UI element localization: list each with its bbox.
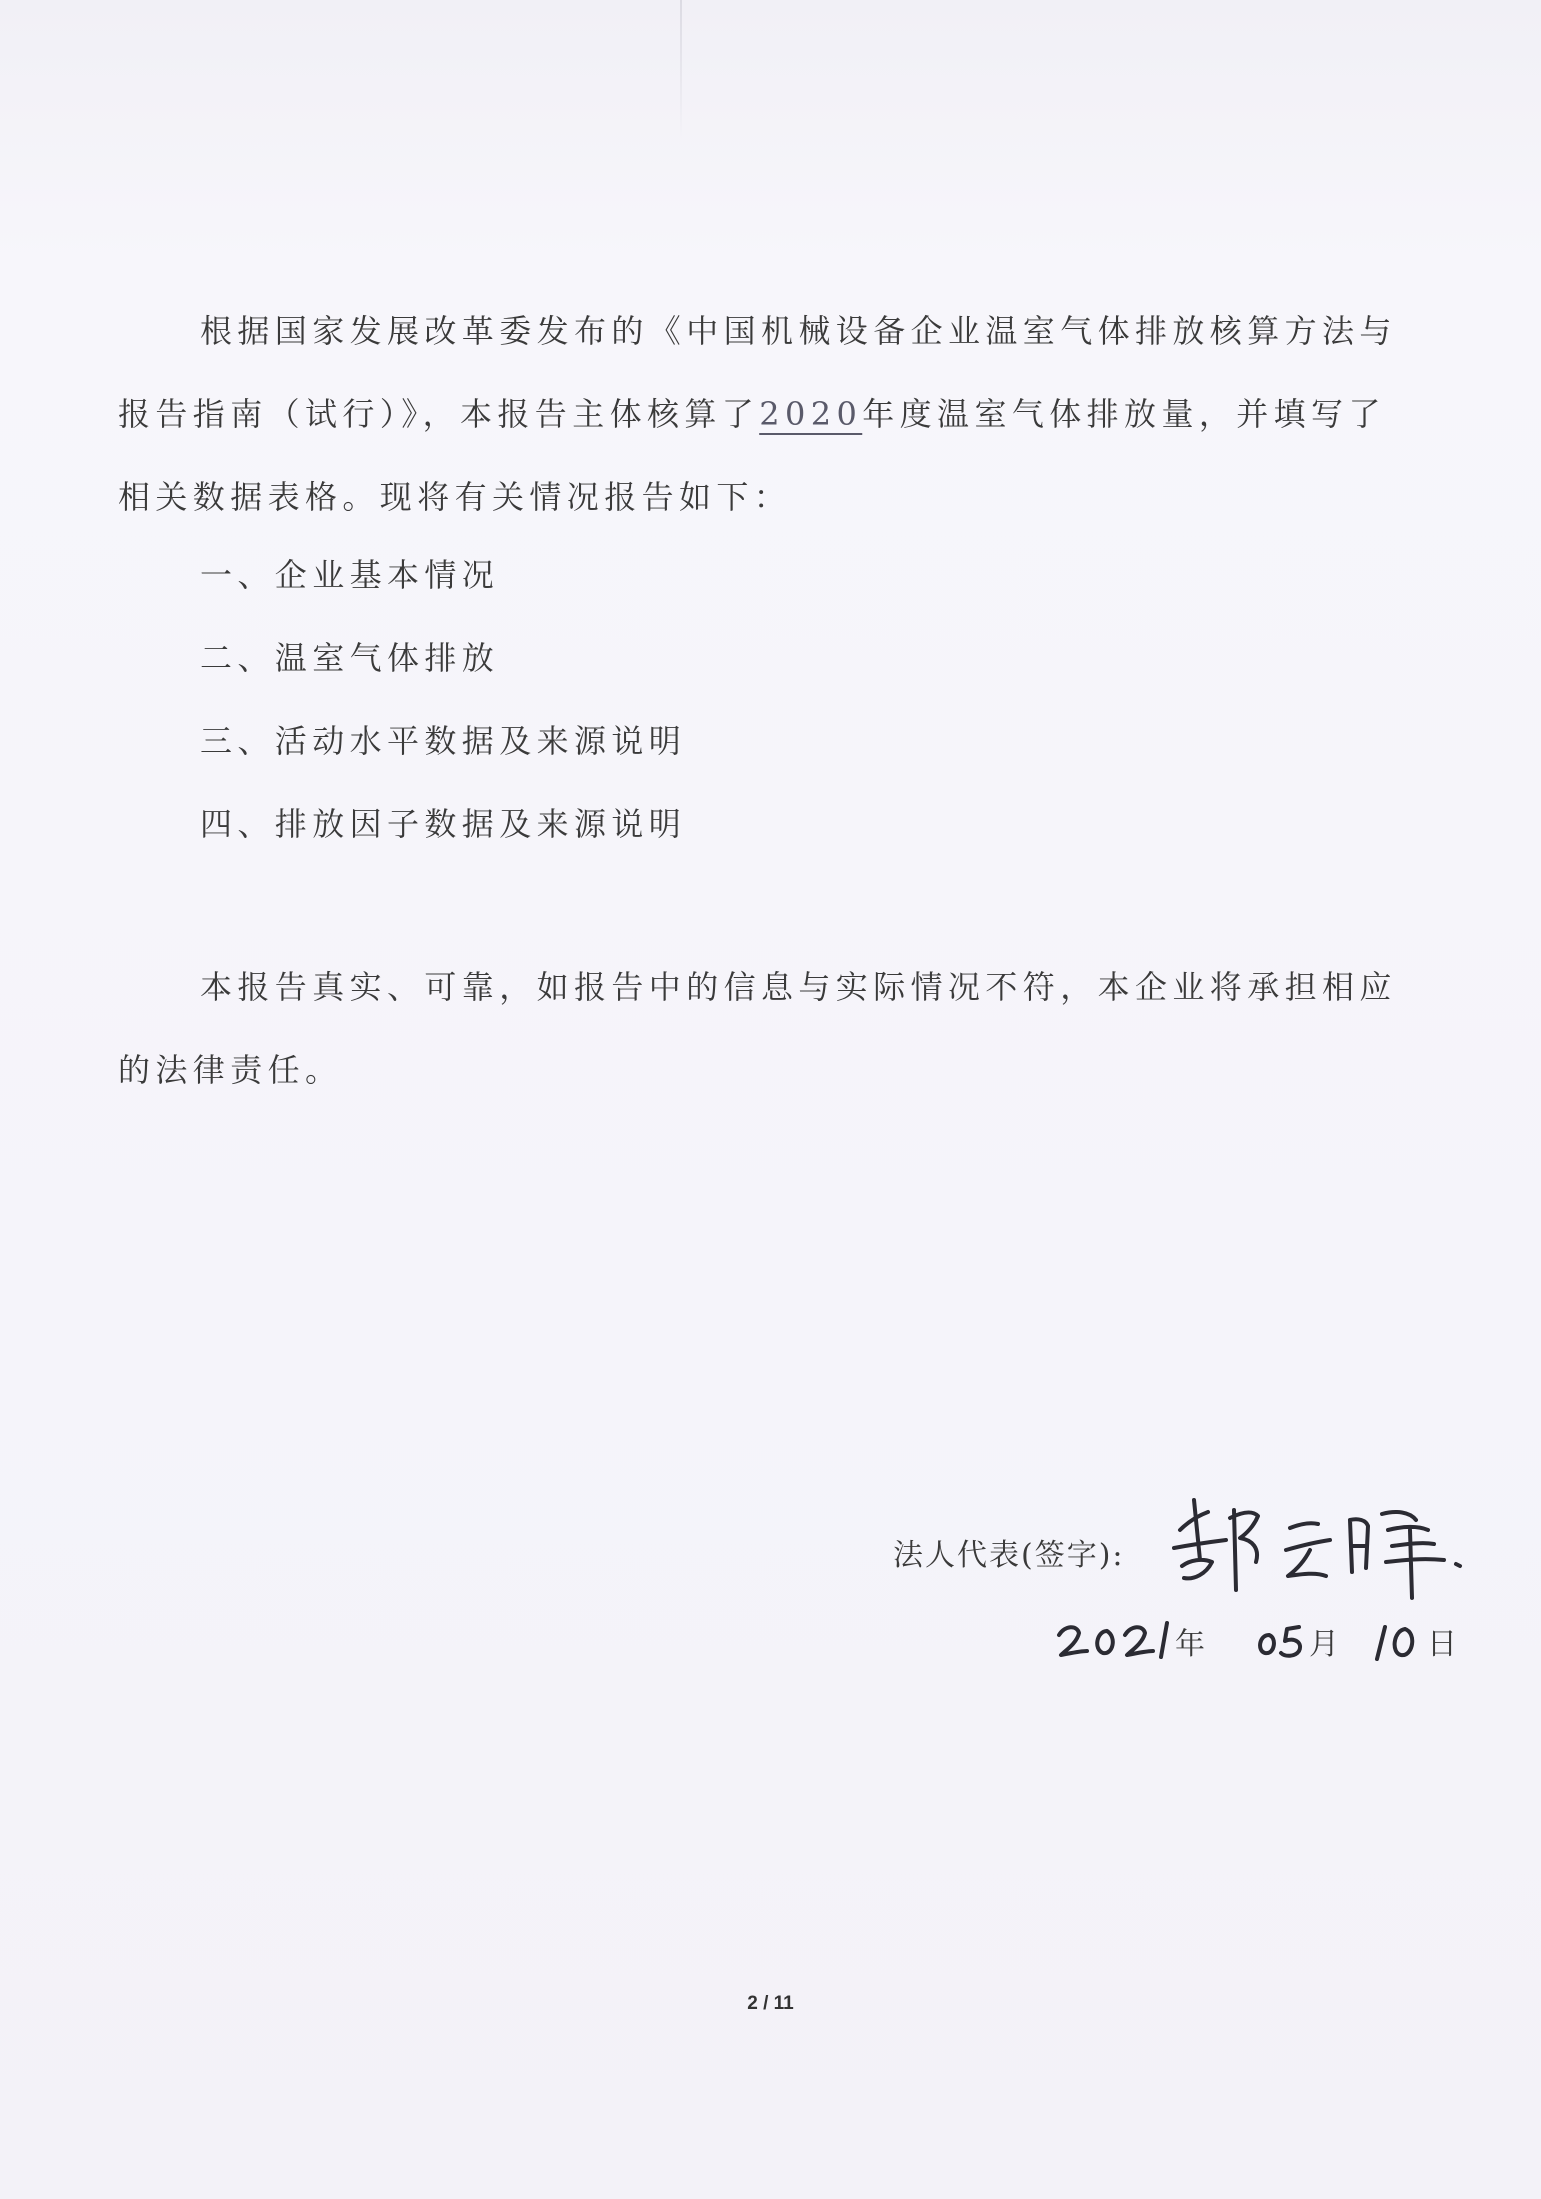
section-item: 四、排放因子数据及来源说明: [200, 805, 687, 843]
page-number: 2 / 11: [747, 1993, 794, 2014]
declaration-paragraph: [118, 946, 1408, 1112]
section-item: 一、企业基本情况: [200, 556, 500, 594]
reporting-year: 2020: [759, 395, 863, 433]
intro-paragraph: [118, 290, 1408, 539]
handwritten-signature: [1160, 1490, 1490, 1600]
section-item: 二、温室气体排放: [200, 639, 500, 677]
date-month-unit: 月: [1309, 1627, 1339, 1662]
signature-label: 法人代表(签字):: [893, 1538, 1125, 1573]
intro-text-part1: 根据国家发展改革委发布的《中国机械设备企业温室气体排放核算方法与报告指南（试行）》，本报告主体核算了: [118, 312, 1397, 433]
declaration-text: 本报告真实、可靠，如报告中的信息与实际情况不符，本企业将承担相应的法律责任。: [118, 968, 1397, 1089]
date-year-unit: 年: [1175, 1627, 1205, 1662]
section-item: 三、活动水平数据及来源说明: [200, 722, 687, 760]
section-list: [200, 534, 686, 866]
scan-artifact: [680, 0, 682, 140]
intro-text-part2: 年度温室气体排放量，并填写了相关数据表格。现将有关情况报告如下：: [118, 395, 1386, 516]
handwritten-date-digits: [1055, 1605, 1475, 1675]
date-day-unit: 日: [1427, 1627, 1457, 1662]
